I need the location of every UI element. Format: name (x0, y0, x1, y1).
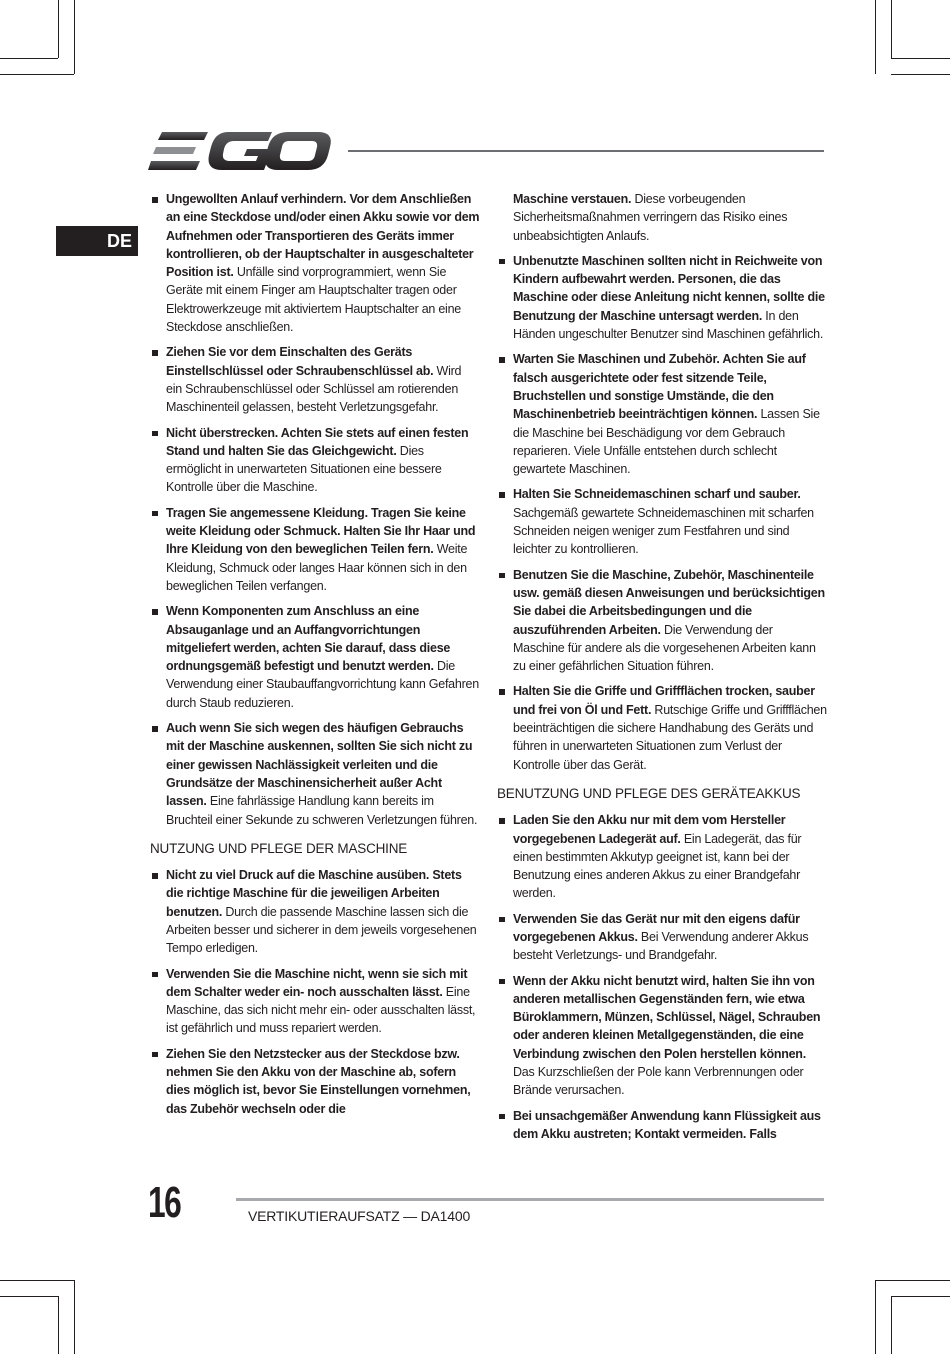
list-item-lead: Bei unsachgemäßer Anwendung kann Flüssigkeit aus dem Akku austreten; Kontakt vermeiden. Falls (513, 1108, 821, 1141)
list-item (497, 682, 827, 773)
list-item-body: In den Händen ungeschulter Benutzer sind Maschinen gefährlich. (513, 308, 824, 342)
crop-mark (0, 74, 74, 75)
right-column (497, 190, 827, 1150)
list-item-continued (497, 190, 827, 245)
list-item-body: Rutschige Griffe und Griffflächen beeinträchtigen die sichere Handhabung des Geräts und führen in unerwarteten Situationen zum Verlust der Kontrolle über das Gerät. (513, 702, 827, 772)
list-item-lead: Warten Sie Maschinen und Zubehör. Achten Sie auf falsch ausgerichtete oder fest sitzende Teile, Bruchstellen und sonstige Umstände, die den Maschinenbetrieb beeinträchtigen können. (513, 352, 806, 422)
ego-logo (148, 128, 332, 174)
list-item-lead: Wenn der Akku nicht benutzt wird, halten Sie ihn von anderen metallischen Gegenständen fern, wie etwa Büroklammern, Münzen, Schlüssel, Nägel, Schrauben oder anderen kleinen Metallgegenständen, die eine Verbindung zwischen den Polen herstellen können. (513, 973, 821, 1061)
list-item-lead: Nicht überstrecken. Achten Sie stets auf einen festen Stand und halten Sie das Gleichgewicht. (166, 425, 469, 458)
list-item-lead: Verwenden Sie die Maschine nicht, wenn sie sich mit dem Schalter weder ein- noch ausschalten lässt. (166, 966, 468, 999)
list-item-lead: Ziehen Sie vor dem Einschalten des Geräts Einstellschlüssel oder Schraubenschlüssel ab. (166, 345, 434, 378)
page-number: 16 (148, 1178, 181, 1227)
list-item-body: Das Kurzschließen der Pole kann Verbrennungen oder Brände verursachen. (513, 1065, 804, 1098)
list-item-lead: Nicht zu viel Druck auf die Maschine ausüben. Stets die richtige Maschine für die jeweiligen Arbeiten benutzen. (166, 868, 462, 919)
list-item (497, 566, 827, 676)
crop-mark (891, 1296, 892, 1354)
crop-mark (891, 58, 950, 59)
list-item (150, 719, 480, 829)
list-item-body: Unfälle sind vorprogrammiert, wenn Sie Geräte mit einem Finger am Hauptschalter tragen oder Elektrowerkzeuge mit aktiviertem Hauptschalter an eine Steckdose anschließen. (166, 265, 461, 335)
list-item-body: Sachgemäß gewartete Schneidemaschinen mit scharfen Schneiden neigen weniger zum Festfahren und sind leichter zu kontrollieren. (513, 505, 814, 557)
list-item-body: Diese vorbeugenden Sicherheitsmaßnahmen verringern das Risiko eines unbeabsichtigten Anlaufs. (513, 192, 788, 243)
list-item-lead: Laden Sie den Akku nur mit dem vom Hersteller vorgegebenen Ladegerät auf. (513, 813, 786, 846)
list-item-body: Dies ermöglicht in unerwarteten Situationen eine bessere Kontrolle über die Maschine. (166, 443, 442, 495)
list-item-body: Lassen Sie die Maschine bei Beschädigung vor dem Gebrauch reparieren. Viele Unfälle entstehen durch schlecht gewartete Maschinen. (513, 407, 820, 477)
list-item (150, 1045, 480, 1118)
list-item (497, 972, 827, 1100)
list-item-body: Bei Verwendung anderer Akkus besteht Verletzungs- und Brandgefahr. (513, 929, 809, 963)
left-column (150, 190, 480, 1125)
section-heading: NUTZUNG UND PFLEGE DER MASCHINE (150, 840, 408, 856)
crop-mark (875, 0, 876, 74)
list-item-lead: Maschine verstauen. (513, 192, 632, 206)
list-item (497, 252, 827, 343)
crop-mark (0, 1296, 58, 1297)
list-item-body: Die Verwendung einer Staubauffangvorrichtung kann Gefahren durch Staub reduzieren. (166, 659, 479, 710)
crop-mark (0, 1280, 74, 1281)
header-rule (348, 150, 824, 152)
list-item (150, 866, 480, 957)
list-item-lead: Ziehen Sie den Netzstecker aus der Steckdose bzw. nehmen Sie den Akku von der Maschine ab, sofern dies möglich ist, bevor Sie Einstellungen vornehmen, das Zubehör wechseln oder die (166, 1046, 471, 1116)
list-item-body: Eine fahrlässige Handlung kann bereits im Bruchteil einer Sekunde zu schweren Verletzungen führen. (166, 794, 478, 827)
footer-title: VERTIKUTIERAUFSATZ — DA1400 (248, 1208, 471, 1224)
list-item (150, 424, 480, 497)
list-item-body: Die Verwendung der Maschine für andere als die vorgesehenen Arbeiten kann zu einer gefährlichen Situation führen. (513, 622, 816, 674)
list-item-lead: Verwenden Sie das Gerät nur mit den eigens dafür vorgegebenen Akkus. (513, 911, 800, 944)
list-item-lead: Ungewollten Anlauf verhindern. Vor dem Anschließen an eine Steckdose und/oder einen Akku sowie vor dem Aufnehmen oder Transportieren des Geräts immer kontrollieren, ob der Hauptschalter in ausgeschalteter Position ist. (166, 192, 480, 280)
list-item (150, 343, 480, 416)
crop-mark (58, 0, 59, 58)
list-item-lead: Wenn Komponenten zum Anschluss an eine Absauganlage und an Auffangvorrichtungen mitgeliefert werden, achten Sie darauf, dass diese ordnungsgemäß befestigt und benutzt werden. (166, 604, 451, 674)
list-item-body: Ein Ladegerät, das für einen bestimmten Akkutyp geeignet ist, kann bei der Benutzung eines anderen Akkus zu einer Brandgefahr werden. (513, 831, 802, 901)
crop-mark (875, 1280, 950, 1281)
crop-mark (875, 1280, 876, 1354)
list-item-body: Eine Maschine, das sich nicht mehr ein- oder ausschalten lässt, ist gefährlich und muss repariert werden. (166, 984, 476, 1036)
footer-rule (236, 1198, 824, 1201)
list-item (150, 190, 480, 336)
list-item-lead: Unbenutzte Maschinen sollten nicht in Reichweite von Kindern aufbewahrt werden. Personen, die das Maschine oder diese Anleitung nicht kennen, sollte die Benutzung der Maschine untersagt werden. (513, 253, 825, 323)
language-tab: DE (56, 226, 138, 256)
crop-mark (58, 1296, 59, 1354)
crop-mark (891, 0, 892, 58)
list-item (497, 1107, 827, 1144)
list-item (497, 485, 827, 558)
crop-mark (74, 1280, 75, 1354)
list-item-lead: Benutzen Sie die Maschine, Zubehör, Maschinenteile usw. gemäß diesen Anweisungen und berücksichtigen Sie dabei die Arbeitsbedingungen und die auszuführenden Arbeiten. (513, 567, 825, 637)
crop-mark (891, 1296, 950, 1297)
list-item-lead: Tragen Sie angemessene Kleidung. Tragen Sie keine weite Kleidung oder Schmuck. Halten Sie Ihr Haar und Ihre Kleidung von den beweglichen Teilen fern. (166, 505, 476, 557)
list-item (150, 602, 480, 712)
list-item (150, 504, 480, 595)
list-item (497, 910, 827, 965)
list-item (150, 965, 480, 1038)
list-item (497, 350, 827, 478)
list-item (497, 811, 827, 902)
list-item-lead: Auch wenn Sie sich wegen des häufigen Gebrauchs mit der Maschine auskennen, sollten Sie sich nicht zu einer gewissen Nachlässigkeit verleiten und die Grundsätze der Maschinensicherheit außer Acht lassen. (166, 721, 473, 809)
crop-mark (74, 0, 75, 74)
list-item-lead: Halten Sie die Griffe und Griffflächen trocken, sauber und frei von Öl und Fett. (513, 684, 815, 717)
list-item-body: Durch die passende Maschine lassen sich die Arbeiten besser und sicherer in dem jeweils vorgesehenen Tempo erledigen. (166, 904, 477, 956)
list-item-lead: Halten Sie Schneidemaschinen scharf und sauber. (513, 487, 801, 502)
crop-mark (891, 74, 950, 75)
section-heading: BENUTZUNG UND PFLEGE DES GERÄTEAKKUS (497, 785, 801, 801)
list-item-body: Wird ein Schraubenschlüssel oder Schlüssel am rotierenden Maschinenteil gelassen, besteht Verletzungsgefahr. (166, 363, 462, 415)
list-item-body: Weite Kleidung, Schmuck oder langes Haar können sich in den beweglichen Teilen verfangen. (166, 542, 468, 593)
crop-mark (0, 58, 58, 59)
